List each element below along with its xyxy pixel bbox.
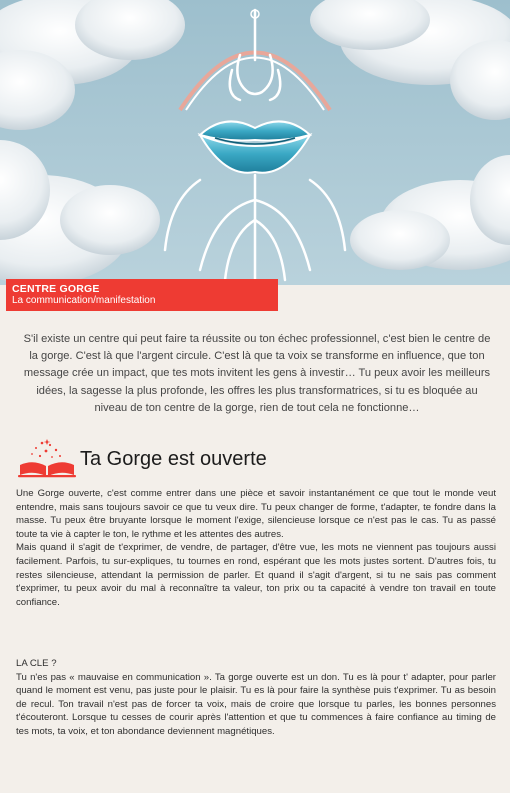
section-paragraph-1: Une Gorge ouverte, c'est comme entrer dans une pièce et savoir instantanément ce que tout le monde veut entendre, mais sans toujours savoir ce que tu veux dire. Tu peux changer de forme, t'adapter, te fondre dans la masse. Tu peux être bruyante lorsque le moment l'exige, silencieuse lorsque ce n'est pas le cas. Tu as passé toute ta vie à capter le ton, le rythme et les attentes des autres. [16,488,496,540]
badge-title: CENTRE GORGE [12,283,100,295]
hero-illustration [0,0,510,285]
section-header [18,439,498,479]
chakra-badge [6,279,278,311]
section-body [16,487,496,609]
cle-heading: LA CLE ? [16,658,57,669]
cle-block [16,657,496,739]
section-paragraph-2: Mais quand il s'agit de t'exprimer, de vendre, de partager, d'être vue, les mots ne viennent pas toujours aussi facilement. Parfois, tu sur-expliques, tu tournes en rond, espérant que les mots justes sortent. D'autres fois, tu restes silencieuse, attendant la permission de parler. Et quand il s'agit d'argent, si tu ne sais pas comment t'exprimer, tu peux avoir du mal à reconnaître ta valeur, ton prix ou ta capacité à vendre ton travail en toute confiance. [16,542,496,608]
badge-subtitle: La communication/manifestation [12,295,156,306]
throat-lips-illustration [0,0,510,285]
section-title: Ta Gorge est ouverte [80,448,267,470]
cle-text: Tu n'es pas « mauvaise en communication ». Ta gorge ouverte est un don. Tu es là pour t' adapter, pour parler quand le moment est venu, pas juste pour le plaisir. Tu es là pour faire la synthèse puis t'exprimer. Tu as besoin de recul. Ton travail n'est pas de forcer ta voix, mais de croire que lorsque tu parles, les bonnes personnes t'écouteront. Lorsque tu cesses de courir après l'attention et que tu commences à faire confiance au timing de tes mots, ta voix, et ton abondance deviennent magnétiques. [16,671,496,737]
intro-paragraph: S'il existe un centre qui peut faire ta réussite ou ton échec professionnel, c'est bien le centre de la gorge. C'est là que l'argent circule. C'est là que ta voix se transforme en influence, que ton message crée un impact, que tes mots invitent les gens à investir… Tu peux avoir les meilleurs idées, la sagesse la plus profonde, les offres les plus transformatrices, si tu es bloquée au niveau de ton centre de la gorge, rien de tout cela ne fonctionne… [23,333,491,414]
open-book-stars-icon [18,439,76,479]
